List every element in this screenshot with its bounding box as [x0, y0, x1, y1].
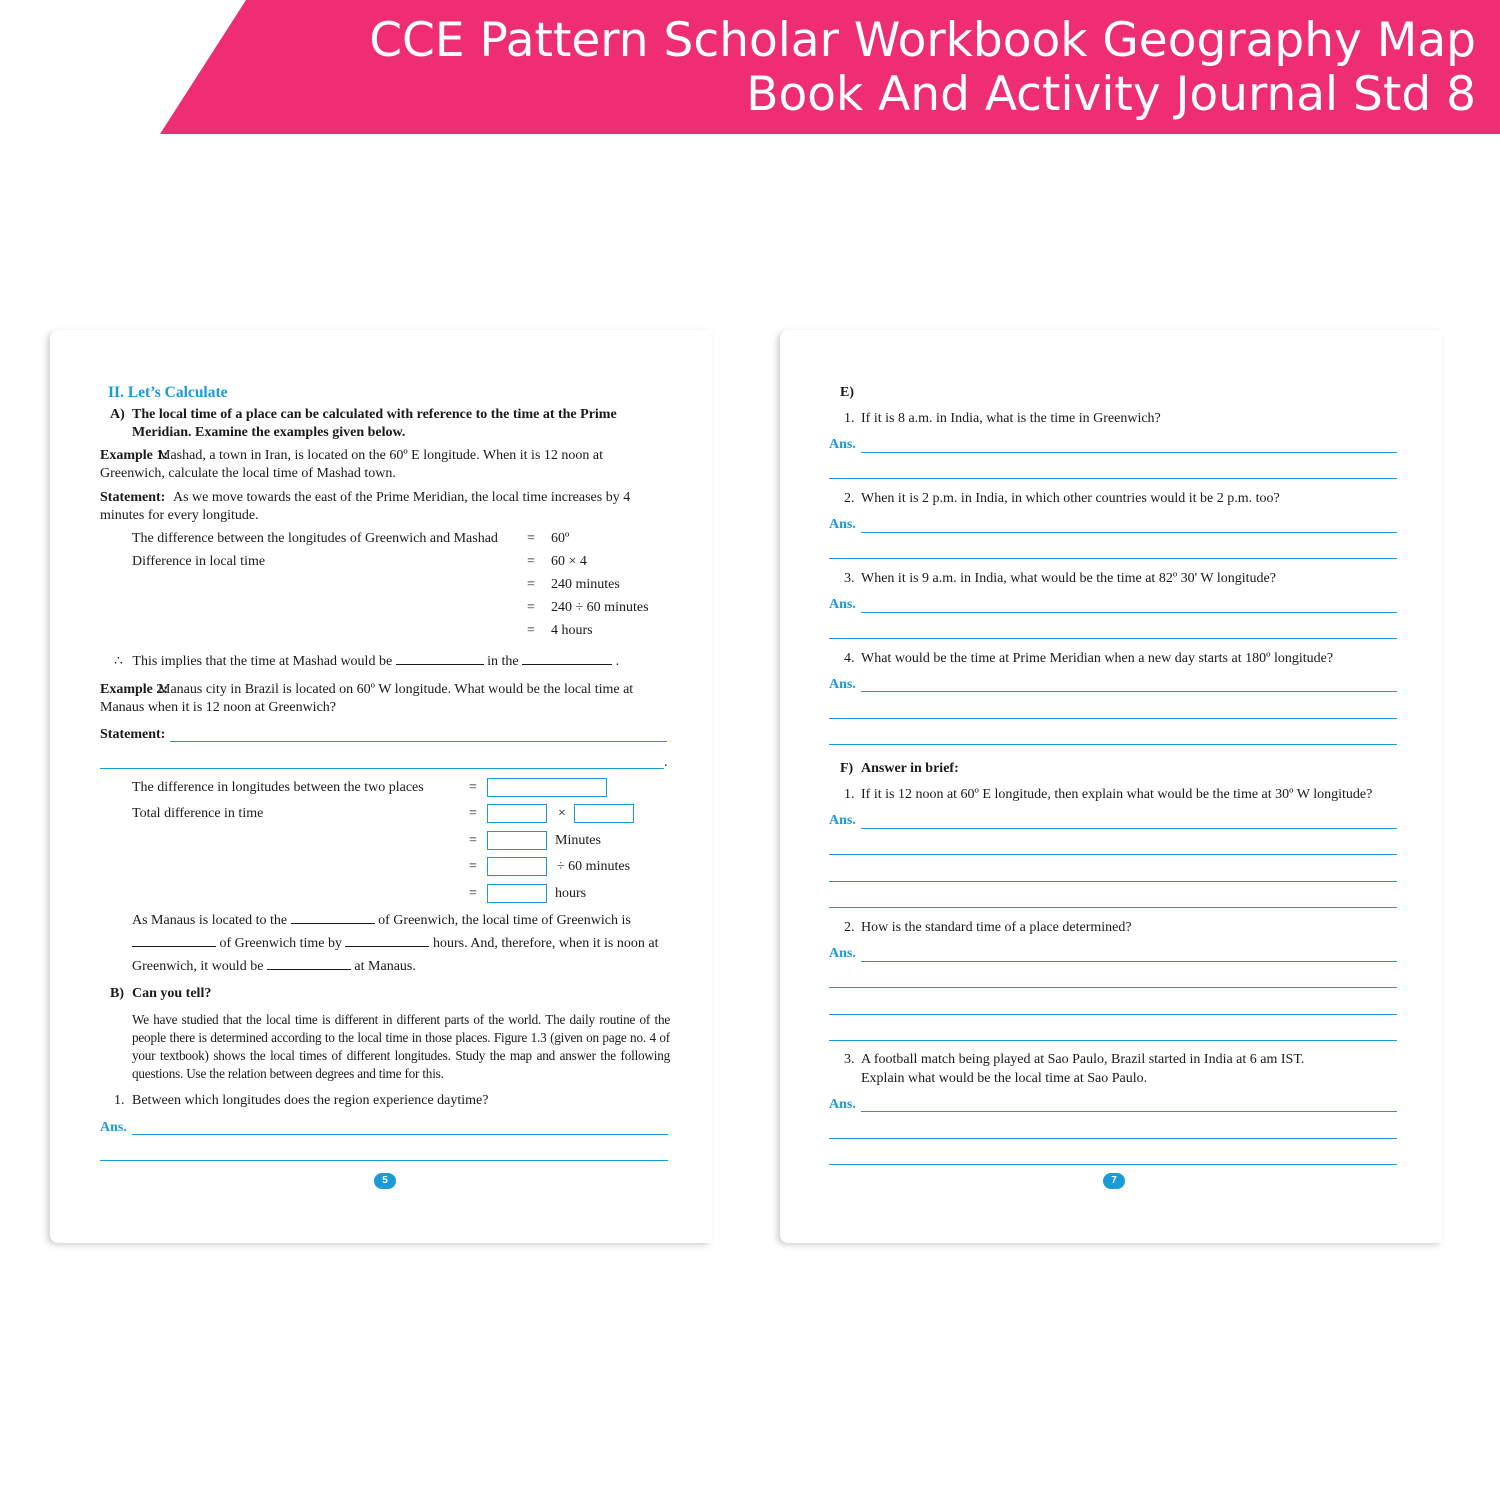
example2-label: Example 2:	[100, 682, 169, 697]
therefore-symbol: ∴	[114, 654, 123, 669]
right-page	[780, 330, 1442, 1243]
answer-line[interactable]	[100, 1160, 668, 1161]
example1-text: Mashad, a town in Iran, is located on the 60º E longitude. When it is 12 noon at Greenwich, calculate the local time of Mashad town.	[100, 448, 603, 481]
answer-line[interactable]	[861, 452, 1397, 453]
ans-label: Ans.	[829, 437, 856, 452]
calc-value: 4 hours	[551, 623, 593, 638]
manaus-text-4: hours. And, therefore, when it is noon at	[432, 936, 659, 951]
calc-eq: =	[527, 554, 535, 569]
diff-longitudes-box[interactable]	[487, 778, 607, 797]
manaus-text-5: Greenwich, it would be	[132, 959, 264, 974]
therefore-text-b: in the	[487, 654, 519, 669]
section-f-title: Answer in brief:	[861, 761, 959, 776]
example1-text-wrap	[100, 447, 670, 483]
question-text: How is the standard time of a place determined?	[861, 920, 1132, 935]
answer-line[interactable]	[861, 828, 1397, 829]
statement2-answer-line[interactable]	[100, 768, 664, 769]
answer-line[interactable]	[829, 478, 1397, 479]
manaus-text-3: of Greenwich time by	[219, 936, 342, 951]
page-number: 5	[374, 1173, 396, 1189]
ans-label: Ans.	[829, 517, 856, 532]
manaus-line-2	[132, 934, 658, 953]
answer-line[interactable]	[829, 881, 1397, 882]
statement2-label: Statement:	[100, 727, 166, 742]
statement-text-wrap	[100, 489, 670, 525]
blank-direction[interactable]	[291, 911, 375, 924]
answer-line[interactable]	[829, 718, 1397, 719]
section-a-text: The local time of a place can be calculated with reference to the time at the Prime Meridian. Examine the examples given below.	[132, 407, 617, 440]
calc-value: 240 ÷ 60 minutes	[551, 600, 649, 615]
manaus-text-1: As Manaus is located to the	[132, 913, 288, 928]
title-banner	[0, 0, 1500, 134]
answer-line[interactable]	[861, 532, 1397, 533]
hours-unit: hours	[555, 886, 587, 901]
manaus-text-6: at Manaus.	[354, 959, 416, 974]
ans-label: Ans.	[829, 597, 856, 612]
blank-period-mashad[interactable]	[522, 652, 612, 665]
answer-line[interactable]	[861, 1111, 1397, 1112]
statement-text: As we move towards the east of the Prime Meridian, the local time increases by 4 minutes for every longitude.	[100, 490, 631, 523]
question-text: When it is 9 a.m. in India, what would be the time at 82º 30' W longitude?	[861, 571, 1276, 586]
calc-eq: =	[527, 600, 535, 615]
answer-line[interactable]	[829, 1014, 1397, 1015]
answer-line[interactable]	[829, 638, 1397, 639]
question-number: 3.	[844, 1052, 855, 1067]
calc-value: 60 × 4	[551, 554, 587, 569]
section-b-text: We have studied that the local time is different in different parts of the world. The daily routine of the people there is determined according to the local time in those places. Figure 1.3 (given on page no. 4 of your textbook) shows the local times of different longitudes. Study the map and answer the following questions. Use the relation between degrees and time for this.	[132, 1012, 670, 1081]
question-text: A football match being played at Sao Paulo, Brazil started in India at 6 am IST.	[861, 1052, 1305, 1067]
calc-eq: =	[527, 623, 535, 638]
question-text-continued: Explain what would be the local time at Sao Paulo.	[861, 1071, 1148, 1086]
eq-sign: =	[469, 833, 477, 848]
answer-line[interactable]	[829, 1040, 1397, 1041]
therefore-end: .	[615, 654, 620, 669]
question-text: If it is 8 a.m. in India, what is the time in Greenwich?	[861, 411, 1161, 426]
minutes-unit: Minutes	[555, 833, 601, 848]
answer-line[interactable]	[829, 1138, 1397, 1139]
eq-sign: =	[469, 886, 477, 901]
section-a-label: A)	[110, 407, 125, 422]
hours-box[interactable]	[487, 884, 547, 903]
page-number: 7	[1103, 1173, 1125, 1189]
eq-sign: =	[469, 780, 477, 795]
ans-label: Ans.	[100, 1120, 127, 1135]
answer-line[interactable]	[861, 612, 1397, 613]
minutes-box[interactable]	[487, 831, 547, 850]
ans-label: Ans.	[829, 677, 856, 692]
answer-line[interactable]	[861, 961, 1397, 962]
example2-text-wrap	[100, 681, 670, 717]
blank-time-mashad[interactable]	[396, 652, 484, 665]
diff-longitudes-label: The difference in longitudes between the two places	[132, 780, 424, 795]
answer-line[interactable]	[829, 744, 1397, 745]
statement2-end: .	[664, 755, 668, 770]
banner-title	[276, 14, 1476, 122]
calc-eq: =	[527, 531, 535, 546]
blank-manaus-time[interactable]	[267, 957, 351, 970]
section-b-title: Can you tell?	[132, 986, 212, 1001]
calc-label: The difference between the longitudes of Greenwich and Mashad	[132, 531, 498, 546]
question-text: Between which longitudes does the region experience daytime?	[132, 1093, 489, 1108]
section-b-label: B)	[110, 986, 124, 1001]
total-diff-box-a[interactable]	[487, 804, 547, 823]
answer-line[interactable]	[132, 1134, 668, 1135]
example2-text: Manaus city in Brazil is located on 60º W longitude. What would be the local time at Manaus when it is 12 noon at Greenwich?	[100, 682, 634, 715]
question-number: 1.	[844, 411, 855, 426]
calc-value: 60º	[551, 531, 570, 546]
question-text: When it is 2 p.m. in India, in which other countries would it be 2 p.m. too?	[861, 491, 1280, 506]
manaus-line-1	[132, 911, 631, 930]
question-text: If it is 12 noon at 60º E longitude, then explain what would be the time at 30º W longitude?	[861, 787, 1373, 802]
example1-label: Example 1:	[100, 448, 169, 463]
answer-line[interactable]	[829, 1164, 1397, 1165]
answer-line[interactable]	[829, 558, 1397, 559]
div60-unit: ÷ 60 minutes	[557, 859, 631, 874]
answer-line[interactable]	[829, 854, 1397, 855]
answer-line[interactable]	[829, 987, 1397, 988]
div60-box[interactable]	[487, 857, 547, 876]
total-diff-box-b[interactable]	[574, 804, 634, 823]
question-number: 2.	[844, 920, 855, 935]
manaus-text-2: of Greenwich, the local time of Greenwich is	[378, 913, 631, 928]
answer-line[interactable]	[829, 907, 1397, 908]
statement2-answer-line[interactable]	[170, 741, 667, 742]
total-diff-label: Total difference in time	[132, 806, 264, 821]
eq-sign: =	[469, 859, 477, 874]
calc-label: Difference in local time	[132, 554, 266, 569]
question-number: 1.	[844, 787, 855, 802]
calc-value: 240 minutes	[551, 577, 620, 592]
blank-hours[interactable]	[345, 934, 429, 947]
section-title: II. Let’s Calculate	[108, 384, 228, 401]
eq-sign: =	[469, 806, 477, 821]
left-page	[50, 330, 712, 1243]
section-f-label: F)	[840, 761, 854, 776]
therefore-text-a: This implies that the time at Mashad would be	[132, 654, 393, 669]
banner-title-line2: Book And Activity Journal Std 8	[746, 67, 1476, 122]
section-e-label: E)	[840, 385, 854, 400]
therefore-sentence	[114, 652, 619, 671]
ans-label: Ans.	[829, 946, 856, 961]
times-sign: ×	[558, 806, 566, 821]
question-number: 4.	[844, 651, 855, 666]
ans-label: Ans.	[829, 813, 856, 828]
ans-label: Ans.	[829, 1097, 856, 1112]
question-number: 2.	[844, 491, 855, 506]
question-number: 1.	[114, 1093, 125, 1108]
blank-ahead-behind[interactable]	[132, 934, 216, 947]
manaus-line-3	[132, 957, 416, 976]
question-number: 3.	[844, 571, 855, 586]
statement-label: Statement:	[100, 490, 166, 505]
question-text: What would be the time at Prime Meridian when a new day starts at 180º longitude?	[861, 651, 1334, 666]
answer-line[interactable]	[861, 691, 1397, 692]
calc-eq: =	[527, 577, 535, 592]
banner-title-line1: CCE Pattern Scholar Workbook Geography Map	[369, 13, 1476, 68]
